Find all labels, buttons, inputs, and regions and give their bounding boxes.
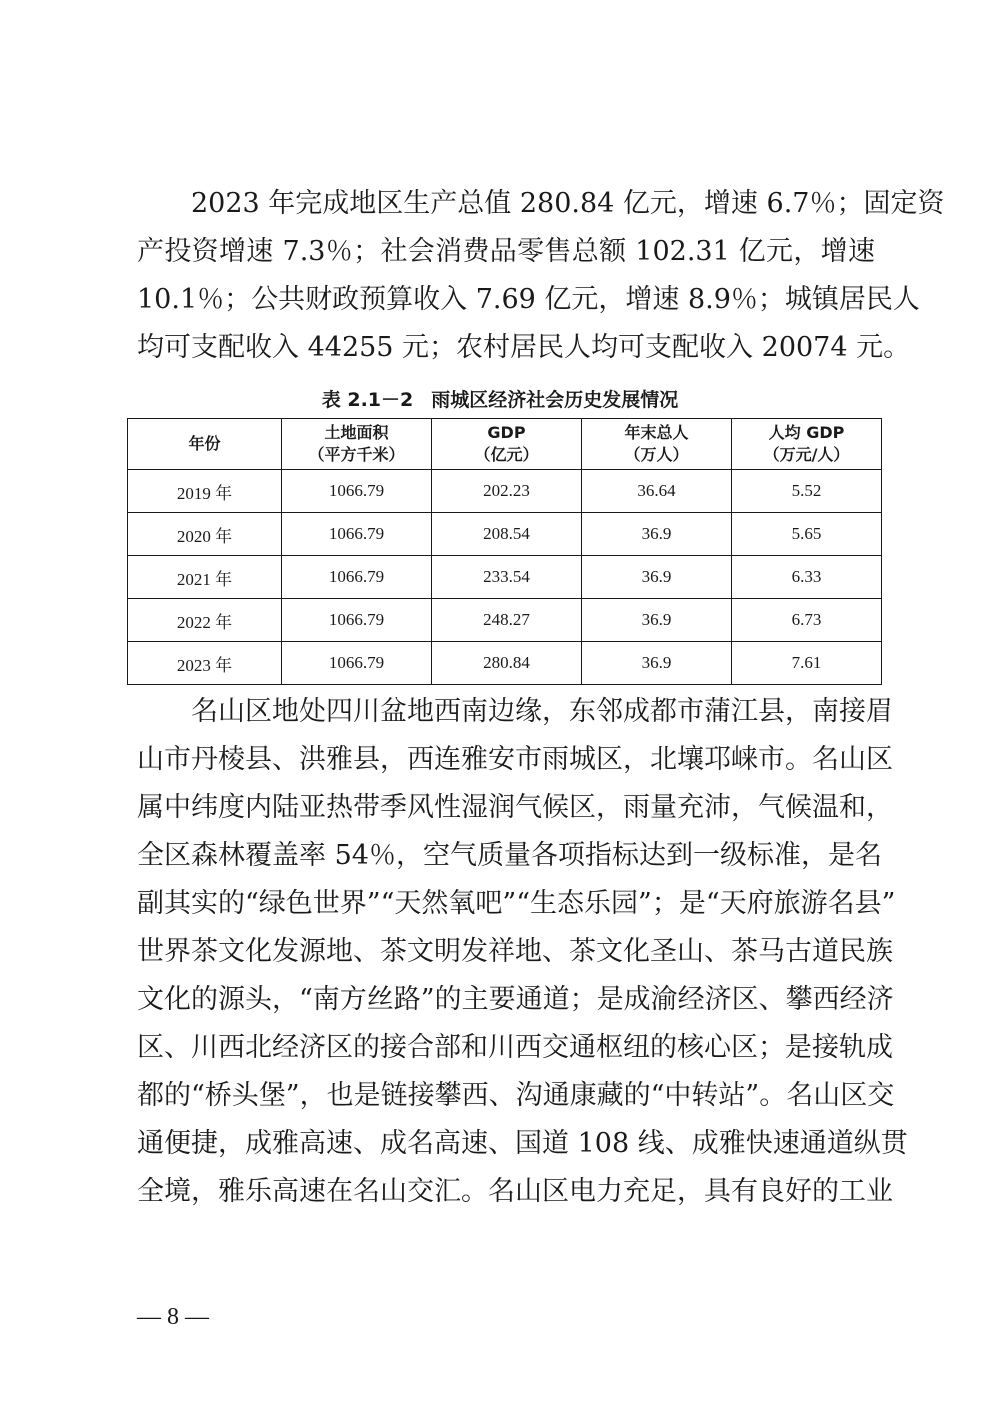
cell-land-area: 1066.79 bbox=[282, 470, 432, 513]
text-line: 全区森林覆盖率 54％，空气质量各项指标达到一级标准，是名 bbox=[137, 840, 882, 871]
cell-land-area: 1066.79 bbox=[282, 556, 432, 599]
cell-land-area: 1066.79 bbox=[282, 599, 432, 642]
economic-data-table bbox=[127, 418, 882, 685]
cell-gdp: 248.27 bbox=[432, 599, 582, 642]
cell-gdp: 202.23 bbox=[432, 470, 582, 513]
cell-year: 2020 年 bbox=[128, 513, 282, 556]
table-row bbox=[128, 642, 882, 685]
table-row bbox=[128, 556, 882, 599]
text-line: 通便捷，成雅高速、成名高速、国道 108 线、成雅快速通道纵贯 bbox=[137, 1128, 908, 1159]
cell-gdp-per-capita: 5.65 bbox=[732, 513, 882, 556]
header-land-area: 土地面积 （平方千米） bbox=[282, 419, 432, 470]
table-row bbox=[128, 599, 882, 642]
text-line: 都的“桥头堡”，也是链接攀西、沟通康藏的“中转站”。名山区交 bbox=[137, 1080, 895, 1111]
text-line: 世界茶文化发源地、茶文明发祥地、茶文化圣山、茶马古道民族 bbox=[137, 936, 893, 967]
text-line: 副其实的“绿色世界”“天然氧吧”“生态乐园”；是“天府旅游名县” bbox=[137, 888, 896, 919]
cell-population: 36.9 bbox=[582, 556, 732, 599]
cell-gdp-per-capita: 6.73 bbox=[732, 599, 882, 642]
cell-population: 36.9 bbox=[582, 599, 732, 642]
header-year: 年份 bbox=[128, 419, 282, 470]
text-line: 属中纬度内陆亚热带季风性湿润气候区，雨量充沛，气候温和， bbox=[137, 792, 893, 823]
table-row bbox=[128, 513, 882, 556]
text-line: 2023 年完成地区生产总值 280.84 亿元，增速 6.7％；固定资 bbox=[191, 188, 945, 219]
cell-gdp-per-capita: 7.61 bbox=[732, 642, 882, 685]
header-population: 年末总人 （万人） bbox=[582, 419, 732, 470]
cell-population: 36.64 bbox=[582, 470, 732, 513]
text-line: 10.1％；公共财政预算收入 7.69 亿元，增速 8.9％；城镇居民人 bbox=[137, 284, 920, 315]
cell-gdp: 208.54 bbox=[432, 513, 582, 556]
table-row bbox=[128, 470, 882, 513]
table-number: 表 2.1－2 bbox=[321, 389, 414, 411]
text-line: 山市丹棱县、洪雅县，西连雅安市雨城区，北壤邛崃市。名山区 bbox=[137, 744, 893, 775]
cell-gdp: 233.54 bbox=[432, 556, 582, 599]
table-header-row bbox=[128, 419, 882, 470]
cell-year: 2021 年 bbox=[128, 556, 282, 599]
header-gdp: GDP （亿元） bbox=[432, 419, 582, 470]
text-line: 文化的源头，“南方丝路”的主要通道；是成渝经济区、攀西经济 bbox=[137, 984, 894, 1015]
text-line: 区、川西北经济区的接合部和川西交通枢纽的核心区；是接轨成 bbox=[137, 1032, 893, 1063]
table-caption bbox=[0, 386, 1000, 414]
cell-year: 2023 年 bbox=[128, 642, 282, 685]
cell-land-area: 1066.79 bbox=[282, 642, 432, 685]
cell-year: 2022 年 bbox=[128, 599, 282, 642]
text-line: 全境，雅乐高速在名山交汇。名山区电力充足，具有良好的工业 bbox=[137, 1176, 893, 1207]
cell-gdp-per-capita: 6.33 bbox=[732, 556, 882, 599]
cell-land-area: 1066.79 bbox=[282, 513, 432, 556]
cell-year: 2019 年 bbox=[128, 470, 282, 513]
page-number: — 8 — bbox=[137, 1304, 209, 1330]
cell-gdp: 280.84 bbox=[432, 642, 582, 685]
text-line: 名山区地处四川盆地西南边缘，东邻成都市蒲江县，南接眉 bbox=[191, 696, 893, 727]
table-title: 雨城区经济社会历史发展情况 bbox=[431, 389, 679, 411]
cell-gdp-per-capita: 5.52 bbox=[732, 470, 882, 513]
text-line: 产投资增速 7.3％；社会消费品零售总额 102.31 亿元，增速 bbox=[137, 236, 875, 267]
cell-population: 36.9 bbox=[582, 642, 732, 685]
header-gdp-per-capita: 人均 GDP （万元/人） bbox=[732, 419, 882, 470]
cell-population: 36.9 bbox=[582, 513, 732, 556]
text-line: 均可支配收入 44255 元；农村居民人均可支配收入 20074 元。 bbox=[137, 332, 911, 363]
mingshan-paragraph bbox=[137, 688, 908, 1216]
intro-paragraph bbox=[137, 180, 945, 372]
